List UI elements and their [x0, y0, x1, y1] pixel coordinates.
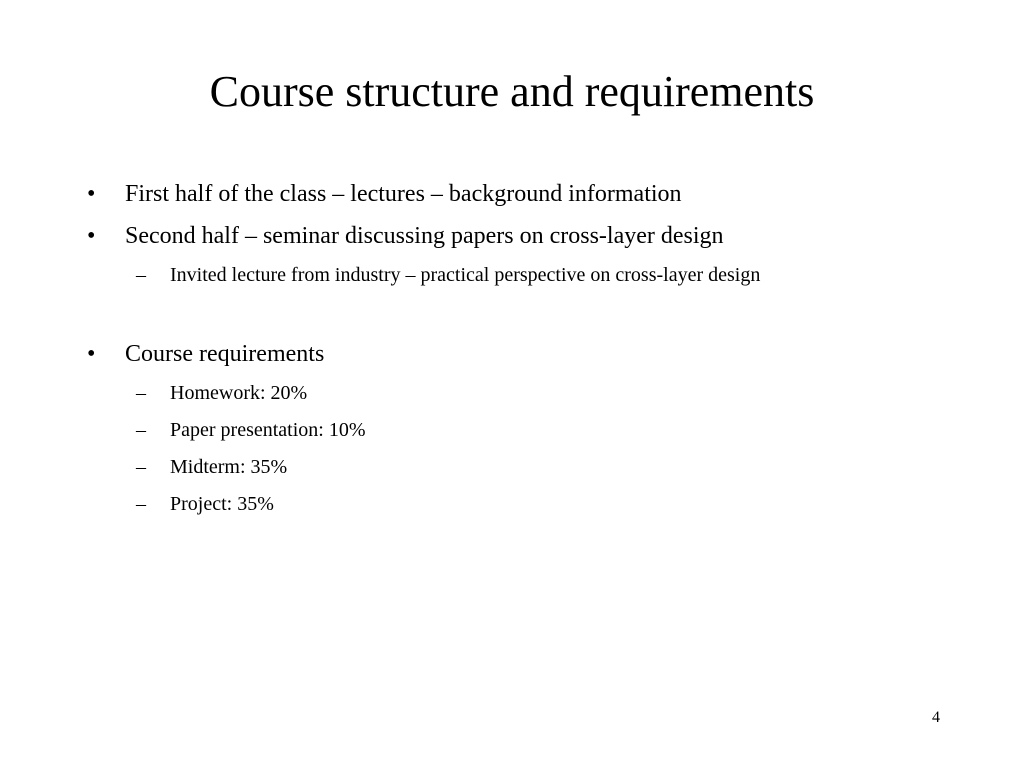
bullet-text: First half of the class – lectures – background information [125, 181, 682, 207]
dash-marker: – [136, 493, 146, 515]
bullet-marker: • [87, 341, 96, 367]
sub-item-text: Homework: 20% [170, 382, 308, 404]
sub-item-project [136, 492, 274, 516]
slide-title: Course structure and requirements [209, 67, 815, 116]
sub-item-text: Project: 35% [170, 493, 274, 515]
dash-marker: – [136, 264, 146, 286]
bullet-item-second-half [87, 222, 724, 250]
sub-item-invited-lecture [136, 263, 761, 287]
bullet-text: Course requirements [125, 341, 325, 367]
bullet-text: Second half – seminar discussing papers on cross-layer design [125, 223, 724, 249]
page-number: 4 [932, 709, 940, 726]
sub-item-text: Midterm: 35% [170, 456, 288, 478]
sub-item-homework [136, 381, 308, 405]
sub-item-text: Invited lecture from industry – practical perspective on cross-layer design [170, 264, 761, 286]
bullet-marker: • [87, 181, 96, 207]
bullet-item-first-half [87, 180, 682, 208]
sub-item-text: Paper presentation: 10% [170, 419, 366, 441]
bullet-item-course-requirements [87, 340, 325, 368]
sub-item-paper-presentation [136, 418, 366, 442]
dash-marker: – [136, 382, 146, 404]
dash-marker: – [136, 419, 146, 441]
bullet-marker: • [87, 223, 96, 249]
dash-marker: – [136, 456, 146, 478]
sub-item-midterm [136, 455, 288, 479]
